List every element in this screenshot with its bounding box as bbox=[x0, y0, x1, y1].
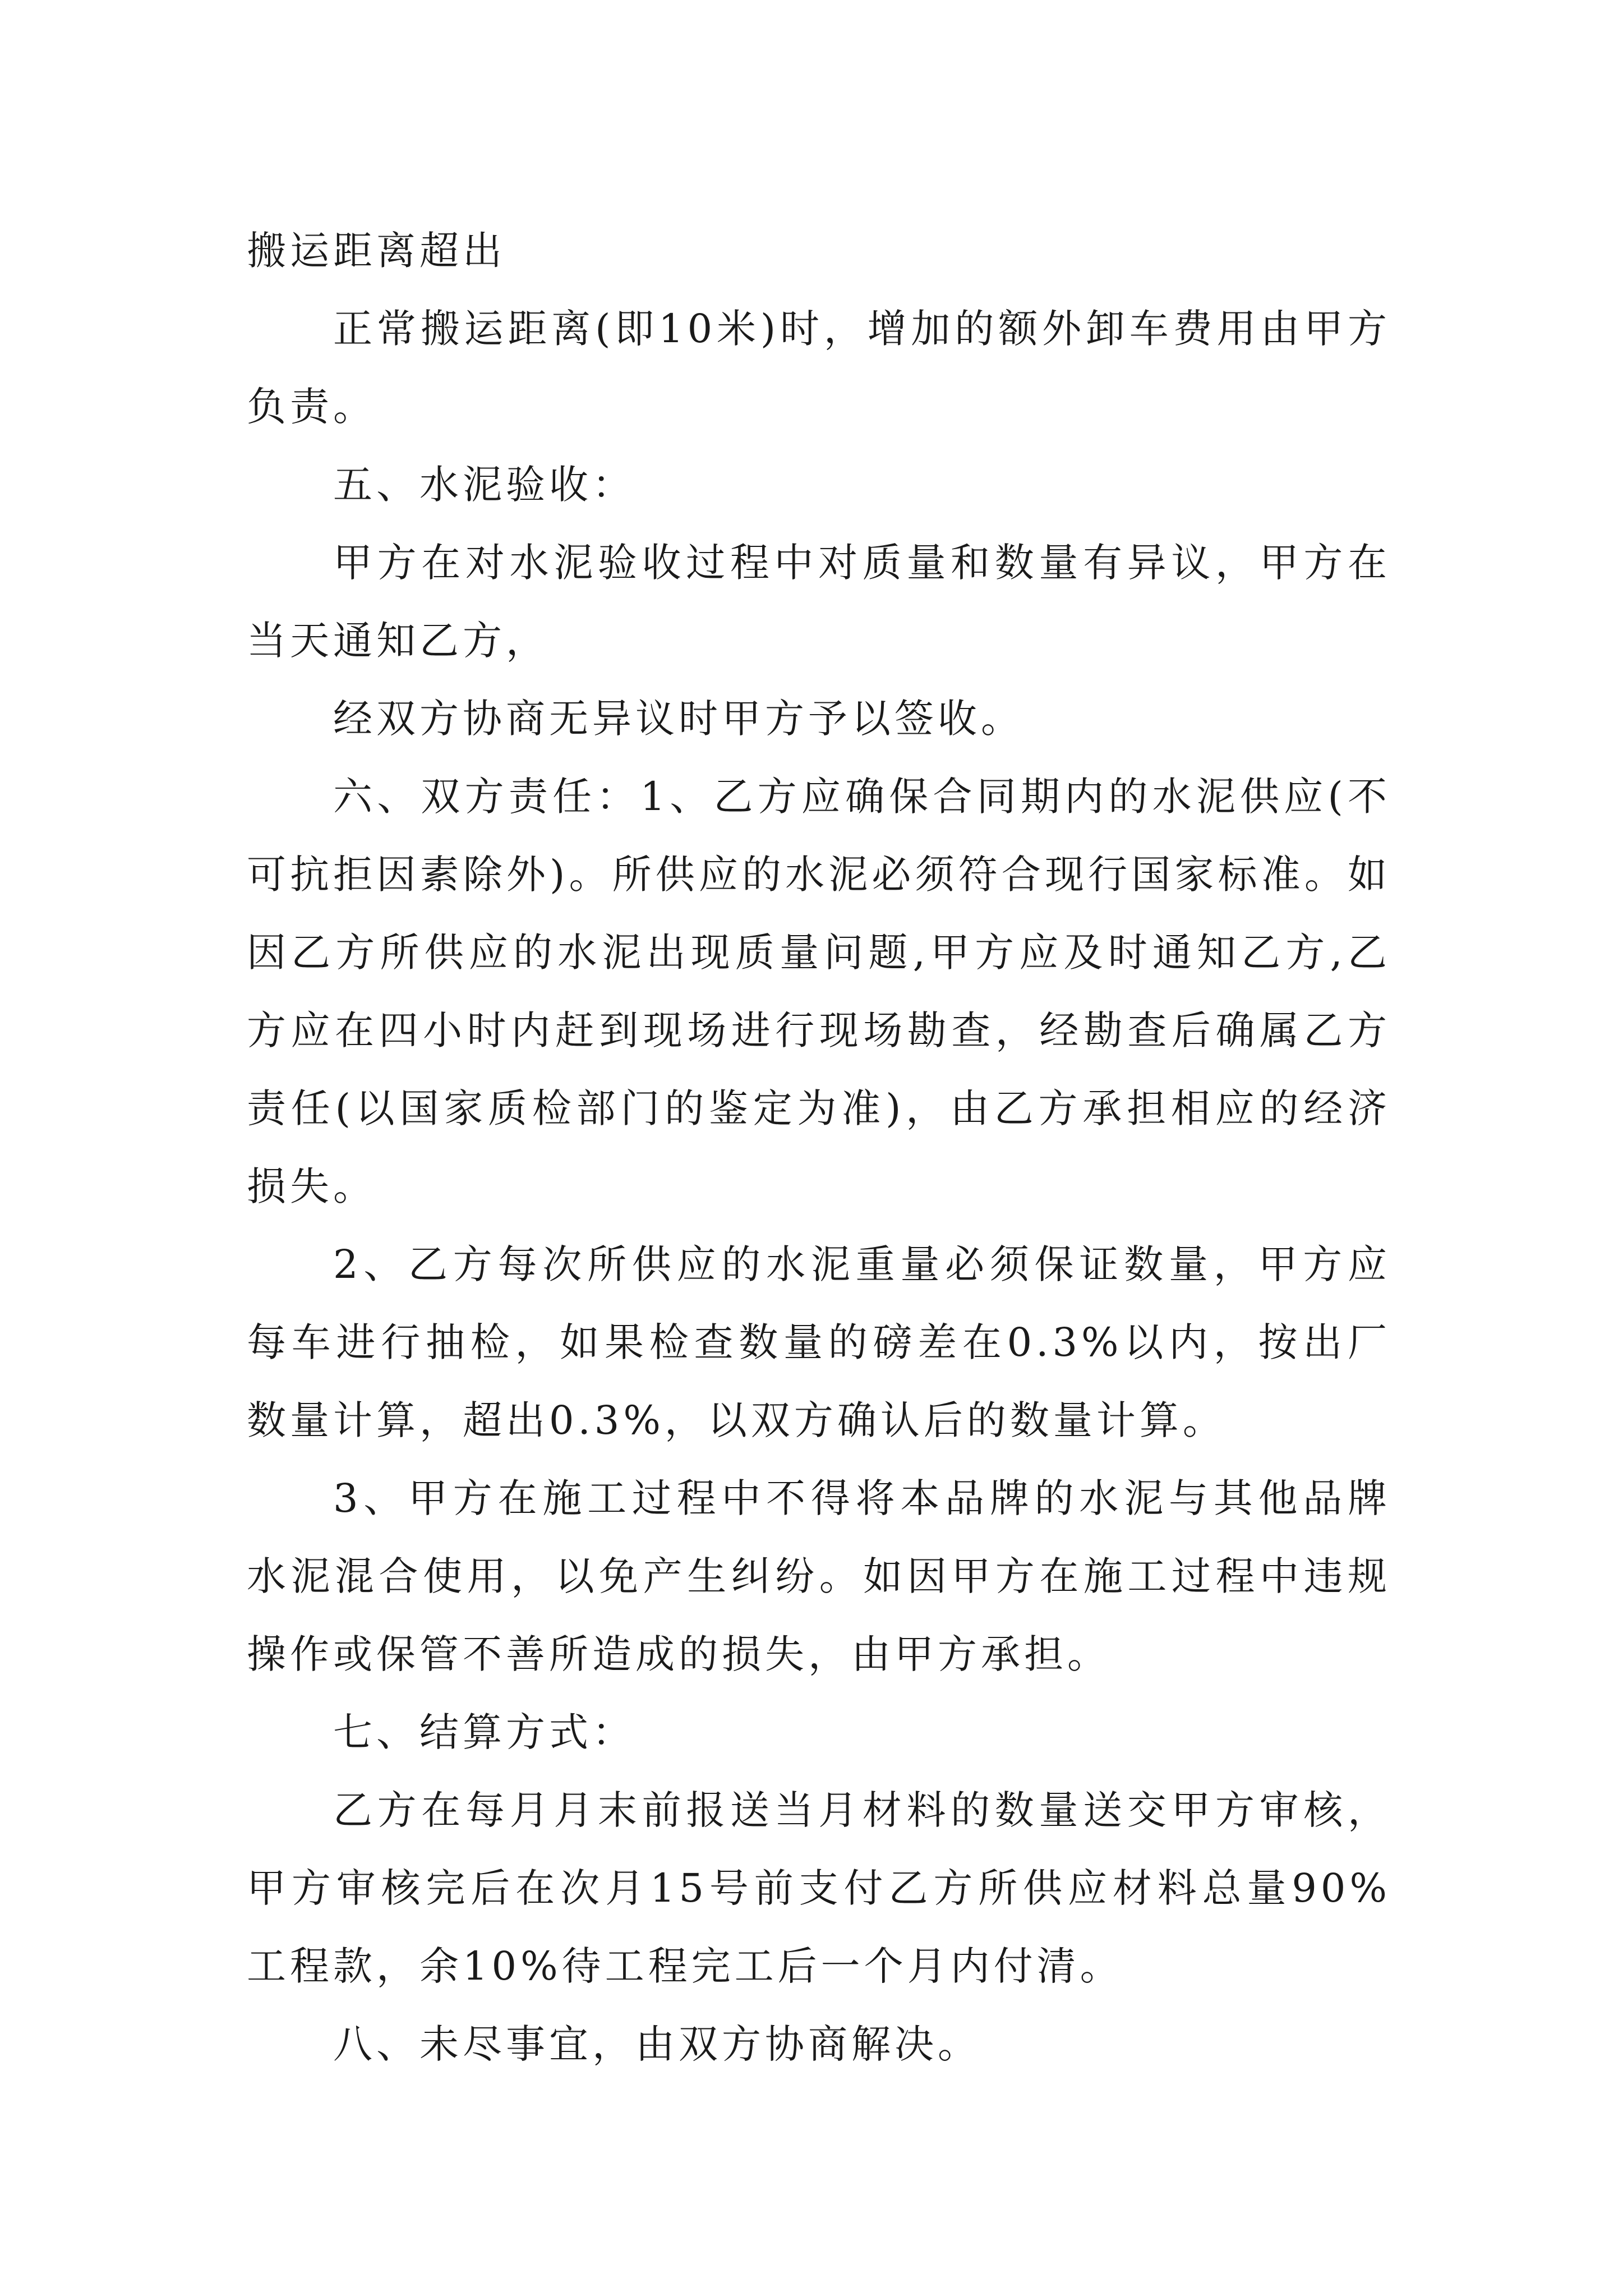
paragraph-carry-over: 搬运距离超出 bbox=[247, 228, 506, 274]
paragraph-other-matters: 八、未尽事宜，由双方协商解决。 bbox=[333, 2021, 981, 2067]
paragraph-responsibility-3: 3、甲方在施工过程中不得将本品牌的水泥与其他品牌水泥混合使用，以免产生纠纷。如因甲方在施工过程中违规操作或保管不善所造成的损失，由甲方承担。 bbox=[247, 1475, 1391, 1677]
section-heading-settlement: 七、结算方式： bbox=[333, 1709, 635, 1755]
document-body bbox=[247, 212, 1391, 2083]
paragraph-acceptance-objection: 甲方在对水泥验收过程中对质量和数量有异议，甲方在当天通知乙方， bbox=[247, 540, 1391, 664]
paragraph-settlement-terms: 乙方在每月月末前报送当月材料的数量送交甲方审核，甲方审核完后在次月15号前支付乙方所供应材料总量90%工程款，余10%待工程完工后一个月内付清。 bbox=[247, 1787, 1391, 1989]
paragraph-unloading-fee: 正常搬运距离(即10米)时，增加的额外卸车费用由甲方负责。 bbox=[247, 306, 1391, 430]
section-heading-acceptance: 五、水泥验收： bbox=[333, 462, 635, 508]
paragraph-acceptance-signoff: 经双方协商无异议时甲方予以签收。 bbox=[333, 696, 1024, 742]
paragraph-responsibility-1: 六、双方责任：1、乙方应确保合同期内的水泥供应(不可抗拒因素除外)。所供应的水泥必须符合现行国家标准。如因乙方所供应的水泥出现质量问题,甲方应及时通知乙方,乙方应在四小时内赶到现场进行现场勘查，经勘查后确属乙方责任(以国家质检部门的鉴定为准)，由乙方承担相应的经济损失。 bbox=[247, 774, 1391, 1209]
paragraph-responsibility-2: 2、乙方每次所供应的水泥重量必须保证数量，甲方应每车进行抽检，如果检查数量的磅差在0.3%以内，按出厂数量计算，超出0.3%，以双方确认后的数量计算。 bbox=[247, 1241, 1391, 1443]
